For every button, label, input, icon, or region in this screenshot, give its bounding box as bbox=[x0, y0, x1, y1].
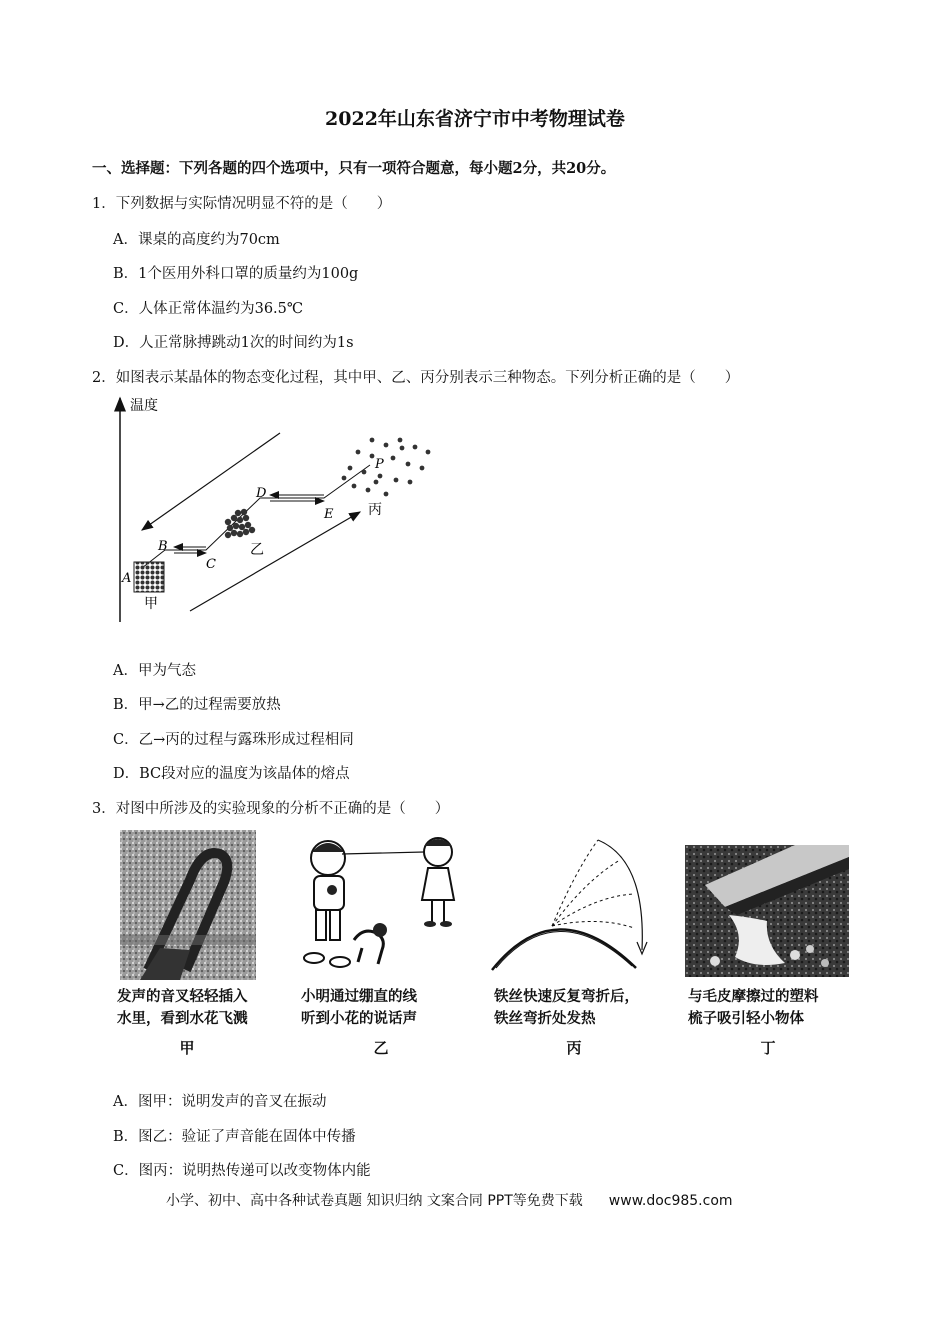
question-2-stem: 2．如图表示某晶体的物态变化过程，其中甲、乙、丙分别表示三种物态。下列分析正确的是（ ） bbox=[92, 370, 740, 386]
point-b-label: B bbox=[158, 539, 168, 554]
question-1-option-a: A．课桌的高度约为70cm bbox=[113, 232, 280, 248]
phase-change-diagram bbox=[110, 390, 450, 630]
state-liquid-label: 乙 bbox=[250, 542, 264, 558]
question-3-option-b: B．图乙：验证了声音能在固体中传播 bbox=[113, 1129, 356, 1145]
question-3-stem: 3．对图中所涉及的实验现象的分析不正确的是（ ） bbox=[92, 801, 450, 817]
figure-ding-label: 丁 bbox=[760, 1039, 776, 1057]
figure-jia-caption: 发声的音叉轻轻插入 水里，看到水花飞溅 bbox=[117, 989, 248, 1027]
point-e-label: E bbox=[324, 507, 334, 522]
liquid-state-icon bbox=[225, 509, 255, 538]
point-d-label: D bbox=[256, 486, 267, 501]
tuning-fork-photo bbox=[120, 830, 256, 980]
question-1-option-c: C．人体正常体温约为36.5℃ bbox=[113, 301, 304, 317]
question-2-option-d: D．BC段对应的温度为该晶体的熔点 bbox=[113, 766, 350, 782]
string-telephone-drawing bbox=[298, 830, 463, 980]
page-footer bbox=[166, 1190, 733, 1210]
footer-text: 小学、初中、高中各种试卷真题 知识归纳 文案合同 PPT等免费下载 bbox=[166, 1193, 583, 1209]
question-1-stem: 1．下列数据与实际情况明显不符的是（ ） bbox=[92, 196, 392, 212]
gas-state-icon bbox=[342, 438, 431, 497]
state-solid-label: 甲 bbox=[144, 596, 158, 612]
figure-jia-label: 甲 bbox=[179, 1039, 195, 1057]
figure-yi-label: 乙 bbox=[373, 1039, 389, 1057]
point-a-label: A bbox=[122, 571, 132, 586]
question-2-option-b: B．甲→乙的过程需要放热 bbox=[113, 697, 281, 713]
point-c-label: C bbox=[206, 557, 216, 572]
question-3-option-a: A．图甲：说明发声的音叉在振动 bbox=[113, 1094, 327, 1110]
axis-label: 温度 bbox=[130, 398, 158, 414]
figure-ding-caption: 与毛皮摩擦过的塑料 梳子吸引轻小物体 bbox=[688, 989, 819, 1027]
figure-bing-caption: 铁丝快速反复弯折后， 铁丝弯折处发热 bbox=[494, 989, 639, 1027]
question-1-option-d: D．人正常脉搏跳动1次的时间约为1s bbox=[113, 335, 354, 351]
question-1-option-b: B．1个医用外科口罩的质量约为100g bbox=[113, 266, 359, 282]
question-3-option-c: C．图丙：说明热传递可以改变物体内能 bbox=[113, 1163, 371, 1179]
footer-url[interactable]: www.doc985.com bbox=[608, 1193, 733, 1209]
question-2-option-c: C．乙→丙的过程与露珠形成过程相同 bbox=[113, 732, 354, 748]
point-p-label: P bbox=[375, 457, 384, 472]
bent-wire-drawing bbox=[486, 830, 654, 980]
solid-state-icon bbox=[134, 562, 164, 592]
state-gas-label: 丙 bbox=[368, 502, 382, 518]
charged-comb-photo bbox=[685, 845, 849, 977]
figure-bing-label: 丙 bbox=[566, 1039, 582, 1057]
figure-yi-caption: 小明通过绷直的线 听到小花的说话声 bbox=[301, 989, 417, 1027]
page-title: 2022年山东省济宁市中考物理试卷 bbox=[325, 108, 625, 130]
question-2-option-a: A．甲为气态 bbox=[113, 663, 196, 679]
section-heading: 一、选择题：下列各题的四个选项中，只有一项符合题意，每小题2分，共20分。 bbox=[92, 160, 616, 177]
